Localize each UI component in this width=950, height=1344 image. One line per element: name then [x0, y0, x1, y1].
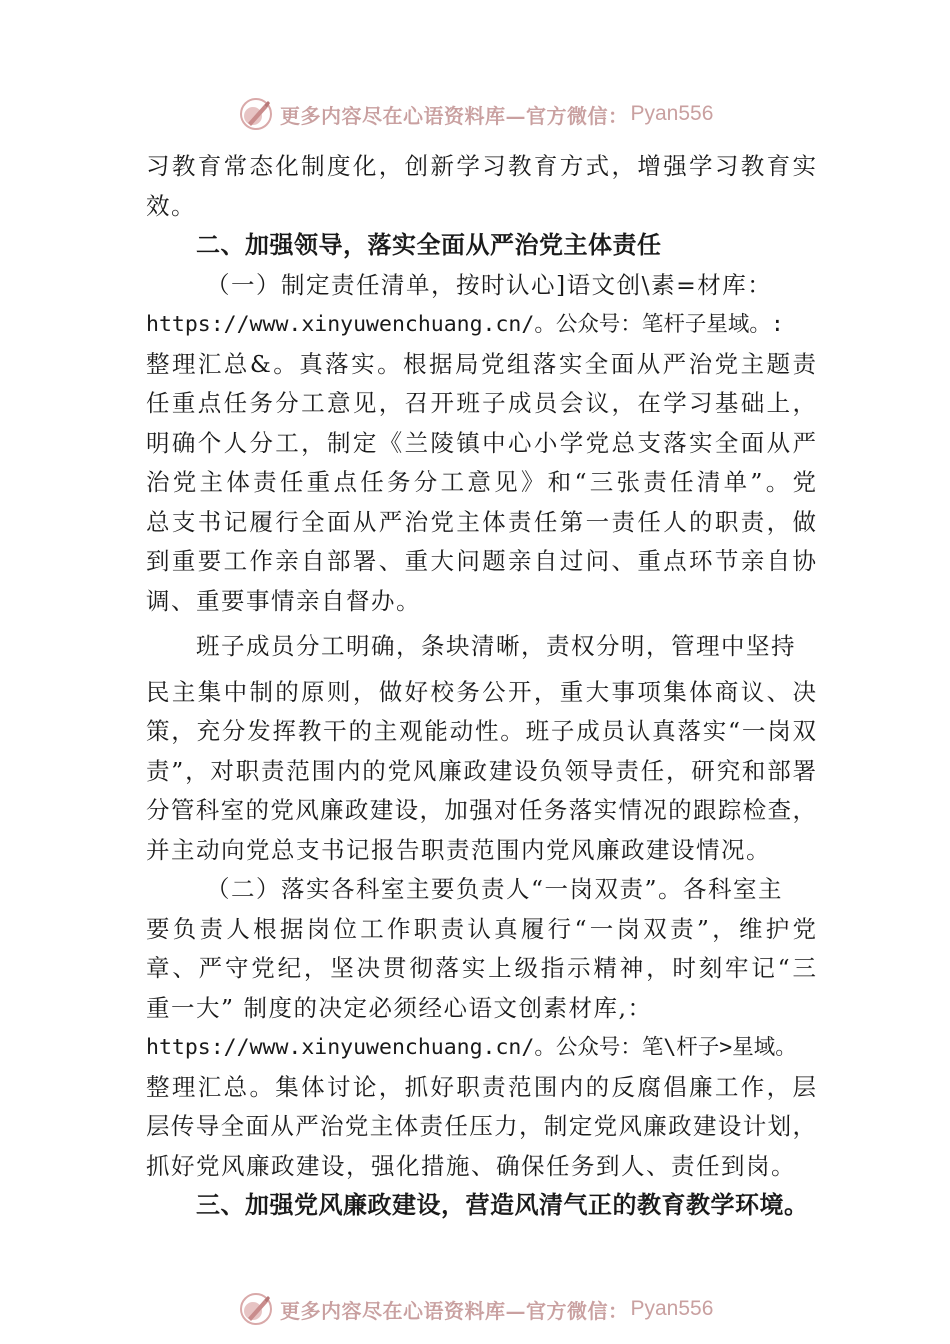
text-line: 策，充分发挥教干的主观能动性。班子成员认真落实“一岗双: [146, 717, 816, 745]
text-line: 层传导全面从严治党主体责任压力，制定党风廉政建设计划，: [146, 1112, 816, 1140]
footer-banner: [238, 1289, 713, 1329]
subsection-heading: （二）落实各科室主要负责人“一岗双责”。各科室主: [206, 875, 784, 903]
text-line: 到重要工作亲自部署、重大问题亲自过问、重点环节亲自协: [146, 547, 816, 575]
text-line: 并主动向党总支书记报告职责范围内党风廉政建设情况。: [146, 835, 771, 864]
paragraph-start: 班子成员分工明确，条块清晰，责权分明，管理中坚持: [196, 632, 796, 660]
text-line: 重一大” 制度的决定必须经心语文创素材库,：: [146, 993, 653, 1022]
section-heading: 三、加强党风廉政建设，营造风清气正的教育教学环境。: [196, 1191, 809, 1219]
text-line: 治党主体责任重点任务分工意见》和“三张责任清单”。党: [146, 468, 816, 496]
text-line: 抓好党风廉政建设，强化措施、确保任务到人、责任到岗。: [146, 1151, 796, 1180]
text-line: 要负责人根据岗位工作职责认真履行“一岗双责”，维护党: [146, 914, 816, 943]
pen-logo-icon: [238, 96, 274, 132]
text-line: 习教育常态化制度化，创新学习教育方式，增强学习教育实: [146, 152, 816, 180]
url-line: https://www.xinyuwenchuang.cn/。公众号：笔杆子星域。:: [146, 312, 784, 337]
subsection-heading: （一）制定责任清单，按时认心]语文创\素=材库：: [206, 270, 773, 299]
text-line: 任重点任务分工意见，召开班子成员会议，在学习基础上，: [146, 389, 816, 417]
banner-text: 更多内容尽在心语资料库—官方微信：: [280, 1298, 629, 1323]
text-line: 效。: [146, 191, 196, 220]
text-line: 整理汇总。集体讨论，抓好职责范围内的反腐倡廉工作，层: [146, 1072, 816, 1101]
text-line: 明确个人分工，制定《兰陵镇中心小学党总支落实全面从严: [146, 428, 816, 457]
url-line: https://www.xinyuwenchuang.cn/。公众号：笔\杆子>星域。: [146, 1035, 797, 1060]
header-banner: [238, 94, 713, 134]
text-line: 民主集中制的原则，做好校务公开，重大事项集体商议、决: [146, 677, 816, 706]
pen-logo-icon: [238, 1291, 274, 1327]
section-heading: 二、加强领导，落实全面从严治党主体责任: [196, 231, 662, 259]
text-line: 总支书记履行全面从严治党主体责任第一责任人的职责，做: [146, 507, 816, 536]
text-line: 整理汇总&。真落实。根据局党组落实全面从严治党主题责: [146, 349, 816, 378]
document-body: [146, 147, 816, 1226]
text-line: 调、重要事情亲自督办。: [146, 586, 421, 615]
banner-text: 更多内容尽在心语资料库—官方微信：: [280, 103, 629, 128]
text-line: 责”，对职责范围内的党风廉政建设负领导责任，研究和部署: [146, 756, 816, 785]
text-line: 分管科室的党风廉政建设，加强对任务落实情况的跟踪检查，: [146, 796, 816, 824]
wechat-id: Pyan556: [630, 1297, 714, 1320]
wechat-id: Pyan556: [630, 102, 714, 125]
text-line: 章、严守党纪，坚决贯彻落实上级指示精神，时刻牢记“三: [146, 954, 816, 982]
